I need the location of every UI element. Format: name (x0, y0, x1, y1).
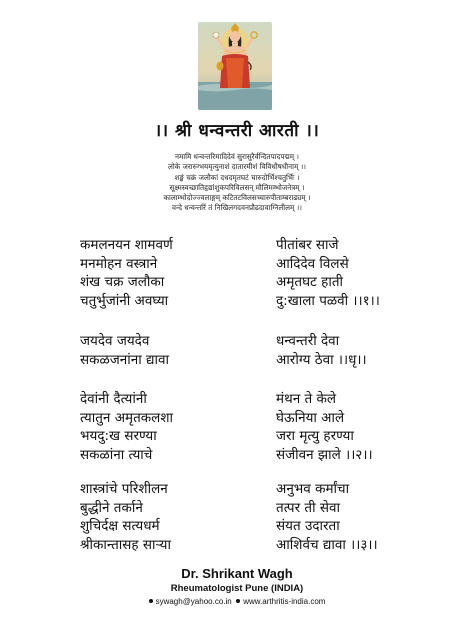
shloka-line: वन्दे धन्वन्तरिं तं निखिलगदवनप्रौढदावाग्निलीलम् ।। (171, 203, 303, 213)
stanza-refrain (80, 332, 420, 369)
verse-left: भयदु:ख सरण्या (80, 428, 157, 444)
verse-left: कमलनयन शामवर्ण (80, 237, 173, 253)
verse-left: मनमोहन वस्त्राने (80, 255, 158, 272)
verse-right: दु:खाला पळवी ।।१।। (276, 292, 380, 309)
dhanvantari-image (198, 22, 272, 110)
verse-right: अमृतघट हाती (276, 274, 344, 290)
verse-right: आरोग्य ठेवा ।।धृ।। (276, 351, 367, 368)
verse-line (80, 332, 420, 351)
verse-line (80, 255, 420, 274)
verse-line (80, 273, 420, 292)
verse-line (80, 446, 420, 465)
shloka-line: सूक्ष्मस्वच्छातिहृद्यांशुकपरिविलसन् मौलिमम्भोजनेत्रम् । (169, 182, 305, 192)
author-name: Dr. Shrikant Wagh (181, 566, 293, 581)
author-role: Rheumatologist Pune (INDIA) (170, 583, 304, 594)
verse-right: अनुभव कर्मांचा (276, 481, 350, 497)
website-link[interactable]: www.arthritis-india.com (243, 597, 326, 606)
verse-right: मंथन ते केले (276, 391, 336, 407)
verse-line (80, 427, 420, 446)
verse-left: त्यातुन अमृतकलशा (80, 409, 173, 426)
sanskrit-shloka (0, 152, 474, 214)
verse-right: धन्वन्तरी देवा (276, 333, 340, 349)
verse-right: आदिदेव विलसे (276, 255, 349, 272)
stanza-2 (80, 390, 420, 464)
verse-line (80, 390, 420, 409)
verse-left: शुचिर्दक्ष सत्यधर्म (80, 518, 160, 534)
verse-line (80, 236, 420, 255)
verse-line (80, 409, 420, 428)
verse-left: शंख चक्र जलौका (80, 274, 165, 290)
verse-left: सकळांना त्याचे (80, 446, 153, 463)
shloka-line: शङ्खं चक्रं जलौकां दधदमृतघटं चारुदोर्भिश्चतुर्भिः । (174, 172, 300, 182)
shloka-line: नमामि धन्वन्तरिमादिदेवं सुरासुरैर्वन्दितपादपद्मम् । (174, 152, 300, 161)
verse-left: शास्त्रांचे परिशीलन (80, 481, 168, 497)
verse-right: संयत उदारता (276, 518, 340, 534)
shloka-line: कालाम्भोदोज्ज्वलाङ्गम् कटितटविलसच्चारुपीताम्बराढ्यम् । (163, 193, 311, 203)
bullet-icon (236, 599, 240, 603)
stanza-3 (80, 480, 420, 554)
verse-left: चतुर्भुजांनी अवघ्या (80, 292, 169, 309)
contact-line (0, 597, 474, 606)
shloka-line: लोके जरारुग्भयमृत्युनाशं दातारमीशं विविधौषधीनाम् ।। (167, 162, 306, 172)
verse-left: बुद्धीने तर्काने (80, 499, 143, 516)
page-title: ।। श्री धन्वन्तरी आरती ।। (154, 121, 320, 141)
verse-right: घेऊनिया आले (276, 409, 345, 426)
verse-line (80, 517, 420, 536)
verse-left: श्रीकान्तासह साऱ्या (80, 536, 171, 553)
verse-line (80, 536, 420, 555)
verse-line (80, 499, 420, 518)
verse-right: आशिर्वच द्यावा ।।३।। (276, 536, 378, 553)
verse-line (80, 480, 420, 499)
verse-right: तत्पर ती सेवा (276, 499, 341, 516)
verse-line (80, 351, 420, 370)
email-link[interactable]: sywagh@yahoo.co.in (155, 597, 232, 606)
verse-right: पीतांबर साजे (276, 237, 339, 253)
verse-right: संजीवन झाले ।।२।। (276, 446, 373, 463)
verse-left: देवांनी दैत्यांनी (80, 391, 147, 407)
verse-left: जयदेव जयदेव (80, 333, 150, 349)
verse-line (80, 292, 420, 311)
verse-right: जरा मृत्यु हरण्या (276, 428, 354, 444)
stanza-1 (80, 236, 420, 310)
verse-left: सकळजनांना द्यावा (80, 351, 170, 368)
bullet-icon (149, 599, 153, 603)
